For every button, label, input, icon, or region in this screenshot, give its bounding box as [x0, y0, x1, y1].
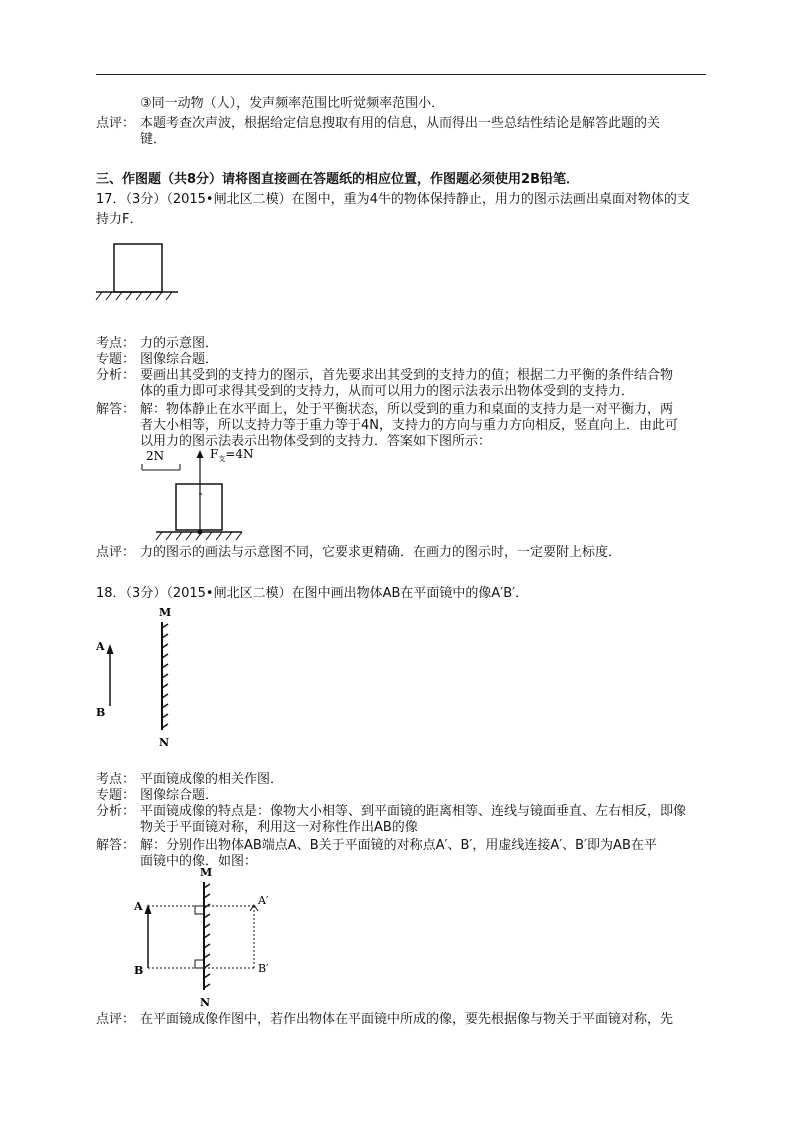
q17-fenxi: 分析： 要画出其受到的支持力的图示，首先要求出其受到的支持力的值；根据二力平衡的条件结合物 [96, 368, 674, 383]
q17-answer-figure [138, 446, 258, 546]
section-heading: 三、作图题（共8分）请将图直接画在答题纸的相应位置，作图题必须使用2B铅笔． [96, 172, 580, 187]
q17-stem-cont: 持力F． [96, 212, 143, 227]
mirror-label-n: N [159, 736, 170, 749]
previous-comment-cont: 键． [140, 132, 167, 147]
right-angle-mark-a [195, 906, 204, 914]
q17-kaodian: 考点： 力的示意图． [96, 336, 219, 351]
q17-stem: 17．（3分）（2015•闸北区二模）在图中，重为4牛的物体保持静止，用力的图示法画出桌面对物体的支 [96, 192, 690, 207]
block [114, 244, 162, 292]
q17-zhuanti: 专题： 图像综合题． [96, 352, 219, 367]
q18-jieda: 解答： 解：分别作出物体AB端点A、B关于平面镜的对称点A′、B′，用虚线连接A′、B′即为AB在平 [96, 838, 657, 853]
force-label: $F_支=4N$ [210, 447, 254, 463]
q18-zhuanti: 专题： 图像综合题． [96, 788, 219, 803]
scale-label: 2N [146, 449, 165, 463]
q17-fenxi-cont: 体的重力即可求得其受到的支持力，从而可以用力的图示法表示出物体受到的支持力． [140, 384, 635, 399]
q17-jieda: 解答： 解：物体静止在水平面上，处于平衡状态，所以受到的重力和桌面的支持力是一对平衡力，两 [96, 402, 674, 417]
point-b-label: B [134, 964, 144, 977]
q17-jieda-cont-2: 以用力的图示法表示出物体受到的支持力．答案如下图所示： [140, 434, 492, 449]
q17-dianping: 点评： 力的图示的画法与示意图不同，它要求更精确．在画力的图示时，一定要附上标度． [96, 545, 622, 560]
q18-fenxi-cont: 物关于平面镜对称，利用这一对称性作出AB的像 [140, 820, 418, 835]
q18-stem: 18．（3分）（2015•闸北区二模）在图中画出物体AB在平面镜中的像A′B′． [96, 586, 529, 601]
arrow-head [197, 450, 204, 458]
point-a-label: A [134, 900, 143, 913]
mirror-label-n: N [200, 996, 211, 1009]
block [176, 484, 222, 530]
q17-jieda-cont-1: 者大小相等，所以支持力等于重力等于4N，支持力的方向与重力方向相反，竖直向上．由此可 [140, 418, 678, 433]
point-a-label: A [96, 640, 105, 653]
right-angle-mark-b [195, 960, 204, 968]
header-rule [96, 74, 706, 75]
mirror-label-m: M [159, 606, 172, 619]
q18-problem-figure [92, 606, 202, 749]
previous-comment: 点评： 本题考查次声波，根据给定信息搜取有用的信息，从而得出一些总结性结论是解答此题的关 [96, 116, 661, 131]
point-b-image-label: B′ [258, 962, 269, 975]
q18-fenxi: 分析： 平面镜成像的特点是：像物大小相等、到平面镜的距离相等、连线与镜面垂直、左右相反，即像 [96, 804, 687, 819]
previous-answer-line: ③同一动物（人），发声频率范围比听觉频率范围小． [140, 96, 445, 111]
object-arrow-head [107, 644, 114, 654]
point-a-image-label: A′ [258, 894, 269, 907]
q18-jieda-cont: 面镜中的像．如图： [140, 854, 258, 869]
mirror-label-m: M [200, 866, 213, 879]
table-hatching [96, 292, 172, 300]
point-b-label: B [96, 706, 106, 719]
q18-kaodian: 考点： 平面镜成像的相关作图． [96, 772, 284, 787]
q18-answer-figure [130, 866, 280, 1010]
q17-problem-figure [92, 238, 192, 308]
q18-dianping: 点评： 在平面镜成像作图中，若作出物体在平面镜中所成的像，要先根据像与物关于平面镜对称，先 [96, 1012, 674, 1027]
